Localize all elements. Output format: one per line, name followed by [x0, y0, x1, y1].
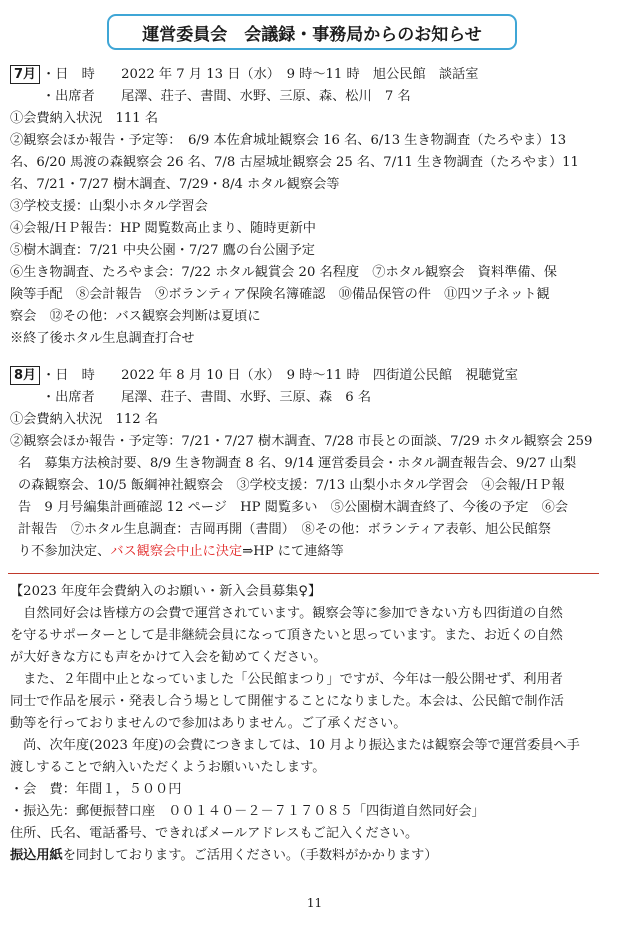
- notice-body-line: 尚、次年度(2023 年度)の会費につきましては、10 月より振込または観察会等で運営委員へ手: [10, 738, 580, 753]
- july-item-line: 険等手配 ⑧会計報告 ⑨ボランティア保険名簿確認 ⑩備品保管の件 ⑪四ツ子ネット観: [10, 287, 550, 302]
- july-item-line: ⑥生き物調査、たろやま会：7/22 ホタル観賞会 20 名程度 ⑦ホタル観察会 資料準備、保: [10, 265, 557, 280]
- notice-last-line: [10, 845, 620, 867]
- august-section: [10, 365, 620, 563]
- section-divider: [8, 573, 599, 574]
- july-item-line: ③学校支援：山梨小ホタル学習会: [10, 199, 208, 214]
- notice-heading: 【2023 年度年会費納入のお願い・新入会員募集♀】: [10, 584, 322, 599]
- july-item-line: 名、6/20 馬渡の森観察会 26 名、7/8 古屋城址観察会 25 名、7/11 生き物調査（たろやま）11: [10, 155, 579, 170]
- notice-body-line: 渡しすることで納入いただくようお願いいたします。: [10, 760, 326, 775]
- notice-body-line: が大好きな方にも声をかけて入会を勧めてください。: [10, 650, 327, 665]
- july-item-line: 名、7/21・7/27 樹木調査、7/29・8/4 ホタル観察会等: [10, 177, 340, 192]
- july-section: [10, 64, 620, 350]
- transfer-form-label: 振込用紙: [10, 848, 63, 863]
- august-item-line: ②観察会ほか報告・予定等：7/21・7/27 樹木調査、7/28 市長との面談、7/29 ホタル観察会 259: [10, 434, 593, 449]
- notice-body-line: を守るサポーターとして是非継続会員になって頂きたいと思っています。また、お近くの自然: [10, 628, 563, 643]
- notice-last-rest: を同封しております。ご活用ください。（手数料がかかります）: [62, 848, 438, 863]
- august-item-line: の森観察会、10/5 飯綱神社観察会 ③学校支援：7/13 山梨小ホタル学習会 ④会報/ＨＰ報: [18, 478, 565, 493]
- august-items: [10, 409, 620, 541]
- notice-body-line: また、２年間中止となっていました「公民館まつり」ですが、今年は一般公開せず、利用者: [10, 672, 563, 687]
- membership-notice: [10, 581, 620, 867]
- august-item-line: 告 9 月号編集計画確認 12 ページ HP 閲覧多い ⑤公園樹木調査終了、今後の予定 ⑥会: [18, 500, 568, 515]
- july-item-line: ②観察会ほか報告・予定等： 6/9 本佐倉城址観察会 16 名、6/13 生き物調査（たろやま）13: [10, 133, 567, 148]
- july-item-line: 察会 ⑫その他：バス観察会判断は夏頃に: [10, 309, 261, 324]
- august-date-line: ・日 時 2022 年 8 月 10 日（水） 9 時～11 時 四街道公民館 視聴覚室: [42, 368, 518, 383]
- august-last-post: ⇒HP にて連絡等: [242, 544, 344, 559]
- august-month-badge: 8月: [10, 366, 40, 385]
- notice-body-line: ・振込先：郵便振替口座 ００１４０－２－７１７０８５「四街道自然同好会」: [10, 804, 485, 819]
- july-date-line: ・日 時 2022 年 7 月 13 日（水） 9 時～11 時 旭公民館 談話室: [42, 67, 479, 82]
- page-number: 11: [306, 896, 323, 910]
- july-item-line: ①会費納入状況 111 名: [10, 111, 159, 126]
- notice-body-line: ・会 費：年間１，５００円: [10, 782, 182, 797]
- bus-cancel-notice: バス観察会中止に決定: [110, 544, 243, 559]
- july-items: [10, 108, 620, 350]
- notice-body-line: 動等を行っておりませんので参加はありません。ご了承ください。: [10, 716, 407, 731]
- august-last-pre: り不参加決定、: [18, 544, 111, 559]
- july-month-badge: 7月: [10, 65, 40, 84]
- august-date-row: [10, 365, 620, 387]
- notice-body-line: 住所、氏名、電話番号、できればメールアドレスもご記入ください。: [10, 826, 419, 841]
- august-item-line: 名 募集方法検討要、8/9 生き物調査 8 名、9/14 運営委員会・ホタル調査報告会、9/27 山梨: [18, 456, 577, 471]
- july-item-line: ④会報/ＨＰ報告：HP 閲覧数高止まり、随時更新中: [10, 221, 316, 236]
- august-last-line: [10, 541, 620, 563]
- august-item-line: ①会費納入状況 112 名: [10, 412, 159, 427]
- august-attendees: ・出席者 尾澤、荘子、書間、水野、三原、森 6 名: [42, 390, 372, 405]
- page-title: 運営委員会 会議録・事務局からのお知らせ: [142, 24, 482, 45]
- july-date-row: [10, 64, 620, 86]
- july-item-line: ⑤樹木調査：7/21 中央公園・7/27 鷹の台公園予定: [10, 243, 315, 258]
- notice-body-line: 自然同好会は皆様方の会費で運営されています。観察会等に参加できない方も四街道の自然: [10, 606, 563, 621]
- july-item-line: ※終了後ホタル生息調査打合せ: [10, 331, 195, 346]
- notice-body: [10, 603, 620, 845]
- page-title-box: [107, 14, 517, 50]
- notice-body-line: 同士で作品を展示・発表し合う場として開催することになりました。本会は、公民館で制作活: [10, 694, 564, 709]
- august-item-line: 計報告 ⑦ホタル生息調査：吉岡再開（書間） ⑧その他：ボランティア表彰、旭公民館祭: [18, 522, 552, 537]
- july-attendees: ・出席者 尾澤、荘子、書間、水野、三原、森、松川 7 名: [42, 89, 411, 104]
